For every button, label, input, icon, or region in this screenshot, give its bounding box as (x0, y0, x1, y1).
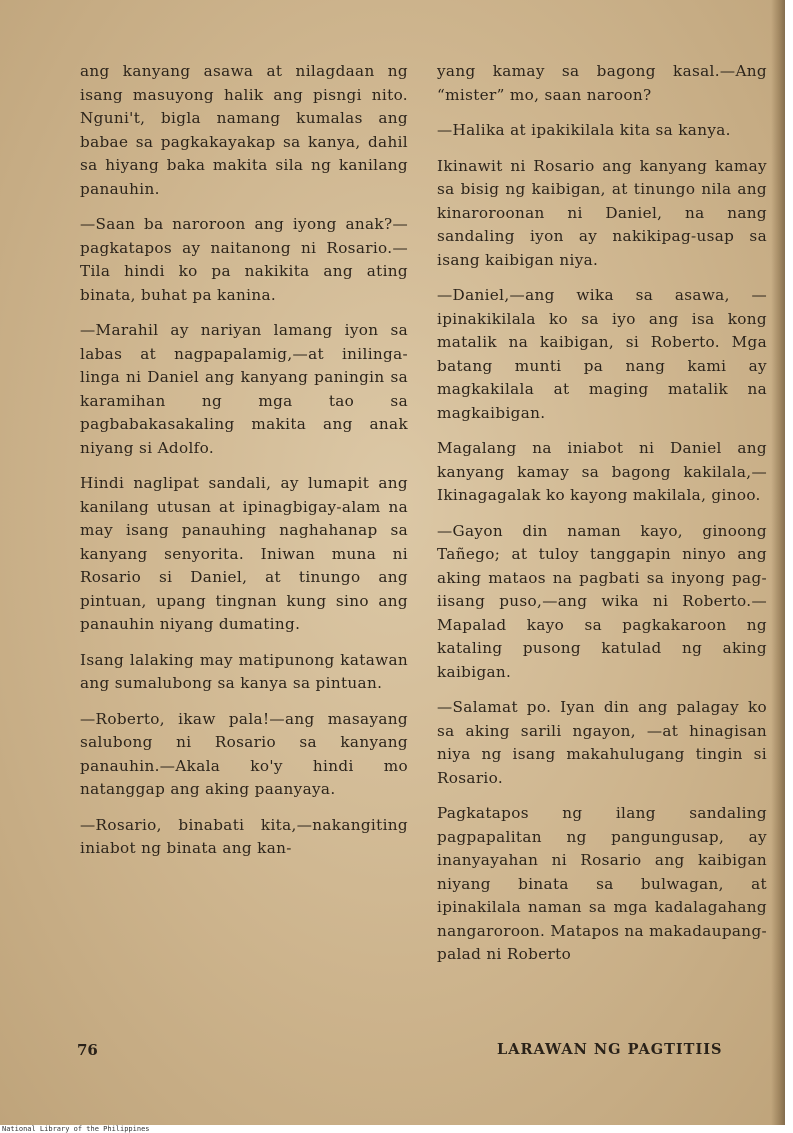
running-head: LARAWAN NG PAGTITIIS (497, 1041, 723, 1058)
paragraph: Hindi naglipat sandali, ay lumapit ang kanilang utusan at ipinagbigay-alam na may isang panauhing naghahanap sa kanyang senyorita. Iniwan muna ni Rosario si Daniel, at tinungo ang pintuan, upang tingnan kung sino ang panauhin niyang dumating. (80, 474, 408, 633)
paragraph: —Halika at ipakikilala kita sa kanya. (437, 121, 731, 139)
page-edge-shadow (771, 0, 785, 1125)
library-credit: National Library of the Philippines (2, 1125, 150, 1133)
paragraph: —Rosario, binabati kita,—nakangiting iniabot ng binata ang kan- (80, 815, 408, 857)
paragraph: —Roberto, ikaw pala!—ang masayang salubong ni Rosario sa kanyang panauhin.—Akala ko'y hindi mo natanggap ang aking paanyaya. (80, 709, 408, 798)
paragraph: —Saan ba naroroon ang iyong anak?—pagkatapos ay naitanong ni Rosario.—Tila hindi ko pa nakikita ang ating binata, buhat pa kanina. (80, 215, 408, 304)
paragraph: ang kanyang asawa at nilagdaan ng isang masuyong halik ang pisngi nito. Nguni't, bigla namang kumalas ang babae sa pagkakayakap sa kanya, dahil sa hiyang baka makita sila ng kanilang panauhin. (80, 62, 408, 198)
paragraph: Isang lalaking may matipunong katawan ang sumalubong sa kanya sa pintuan. (80, 650, 408, 692)
paragraph: —Marahil ay nariyan lamang iyon sa labas at nagpapalamig,—at inilinga-linga ni Daniel ang kanyang paningin sa karamihan ng mga tao sa pagbabakasakaling makita ang anak niyang si Adolfo. (80, 321, 408, 457)
paragraph: —Gayon din naman kayo, ginoong Tañego; at tuloy tanggapin ninyo ang aking mataos na pagbati sa inyong pag-iisang puso,—ang wika ni Roberto.— Mapalad kayo sa pagkakaroon ng kataling pusong katulad ng aking kaibigan. (437, 521, 767, 681)
paragraph: —Daniel,—ang wika sa asawa, —ipinakikilala ko sa iyo ang isa kong matalik na kaibigan, si Roberto. Mga batang munti pa nang kami ay magkakilala at maging matalik na magkaibigan. (437, 286, 767, 422)
paragraph: —Salamat po. Iyan din ang palagay ko sa aking sarili ngayon, —at hinagisan niya ng isang makahulugang tingin si Rosario. (437, 698, 767, 787)
right-text-column (437, 60, 767, 979)
paragraph: yang kamay sa bagong kasal.—Ang “mister” mo, saan naroon? (437, 62, 767, 104)
page-number: 76 (77, 1041, 98, 1059)
paragraph: Pagkatapos ng ilang sandaling pagpapalitan ng pangungusap, ay inanyayahan ni Rosario ang kaibigan niyang binata sa bulwagan, at ipinakilala naman sa mga kadalagahang nangaroroon. Matapos na makadaupang-palad ni Roberto (437, 804, 767, 963)
paragraph: Ikinawit ni Rosario ang kanyang kamay sa bisig ng kaibigan, at tinungo nila ang kinaroroonan ni Daniel, na nang sandaling iyon ay nakikipag-usap sa isang kaibigan niya. (437, 156, 767, 269)
paragraph: Magalang na iniabot ni Daniel ang kanyang kamay sa bagong kakilala,—Ikinagagalak ko kayong makilala, ginoo. (437, 439, 767, 504)
left-text-column (80, 60, 408, 873)
